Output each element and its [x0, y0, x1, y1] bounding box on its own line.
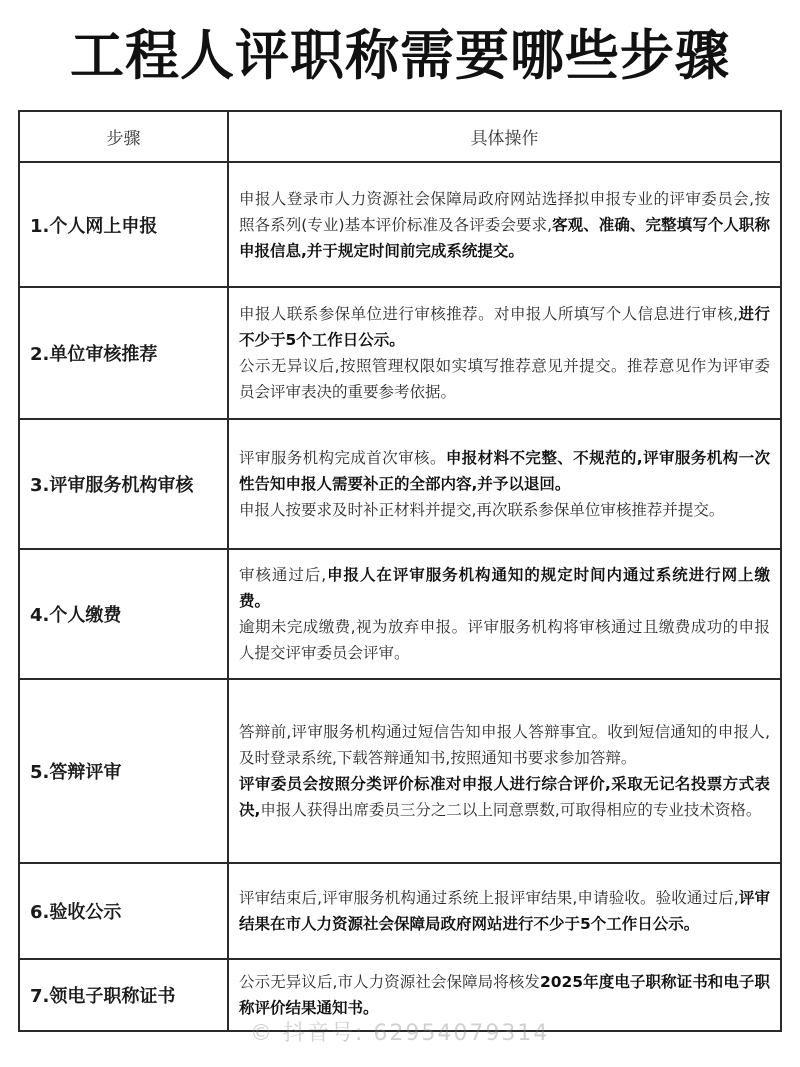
- watermark: © 抖音号: 62954079314: [250, 1021, 550, 1046]
- header-step: 步骤: [19, 111, 228, 162]
- step-label: 5.答辩评审: [19, 679, 228, 863]
- table-row: [19, 287, 781, 419]
- table-row: [19, 162, 781, 287]
- detail-text-bold: 申报材料不完整、不规范的,评审服务机构一次性告知申报人需要补正的全部内容,并予以退回。: [239, 449, 770, 493]
- step-detail: [228, 287, 781, 419]
- detail-paragraph: [239, 301, 770, 353]
- steps-table: [18, 110, 782, 1032]
- detail-text-bold: 申报人在评审服务机构通知的规定时间内通过系统进行网上缴费。: [239, 566, 770, 610]
- step-label: 4.个人缴费: [19, 549, 228, 679]
- step-detail: [228, 679, 781, 863]
- detail-text-bold: 评审委员会按照分类评价标准对申报人进行综合评价,采取无记名投票方式表决,: [239, 775, 770, 819]
- detail-text: 公示无异议后,按照管理权限如实填写推荐意见并提交。推荐意见作为评审委员会评审表决的重要参考依据。: [239, 357, 770, 401]
- detail-paragraph: [239, 771, 770, 823]
- detail-text: 申报人按要求及时补正材料并提交,再次联系参保单位审核推荐并提交。: [239, 501, 725, 519]
- step-label: 7.领电子职称证书: [19, 959, 228, 1031]
- detail-text-bold: 评审结果在市人力资源社会保障局政府网站进行不少于5个工作日公示。: [239, 889, 770, 933]
- detail-text: 评审服务机构完成首次审核。: [239, 449, 446, 467]
- detail-text: 申报人联系参保单位进行审核推荐。对申报人所填写个人信息进行审核,: [239, 305, 739, 323]
- detail-text: 审核通过后,: [239, 566, 327, 584]
- step-label: 3.评审服务机构审核: [19, 419, 228, 549]
- detail-paragraph: [239, 885, 770, 937]
- detail-text: 答辩前,评审服务机构通过短信告知申报人答辩事宜。收到短信通知的申报人,及时登录系统,下载答辩通知书,按照通知书要求参加答辩。: [239, 723, 770, 767]
- table-row: [19, 679, 781, 863]
- detail-text: 申报人获得出席委员三分之二以上同意票数,可取得相应的专业技术资格。: [260, 801, 762, 819]
- table-row: [19, 549, 781, 679]
- page-title: 工程人评职称需要哪些步骤: [70, 24, 730, 87]
- detail-paragraph: [239, 353, 770, 405]
- detail-paragraph: [239, 445, 770, 497]
- step-detail: [228, 162, 781, 287]
- detail-paragraph: [239, 969, 770, 1021]
- detail-paragraph: [239, 186, 770, 264]
- detail-paragraph: [239, 497, 770, 523]
- detail-text: 公示无异议后,市人力资源社会保障局将核发: [239, 973, 540, 991]
- header-detail: 具体操作: [228, 111, 781, 162]
- detail-paragraph: [239, 562, 770, 614]
- table-row: [19, 419, 781, 549]
- step-detail: [228, 549, 781, 679]
- detail-paragraph: [239, 614, 770, 666]
- step-label: 6.验收公示: [19, 863, 228, 959]
- detail-text: 逾期未完成缴费,视为放弃申报。评审服务机构将审核通过且缴费成功的申报人提交评审委员会评审。: [239, 618, 770, 662]
- step-detail: [228, 419, 781, 549]
- table-row: [19, 863, 781, 959]
- detail-text-bold: 客观、准确、完整填写个人职称申报信息,并于规定时间前完成系统提交。: [239, 215, 770, 260]
- step-label: 1.个人网上申报: [19, 162, 228, 287]
- detail-text: 评审结束后,评审服务机构通过系统上报评审结果,申请验收。验收通过后,: [239, 889, 739, 907]
- detail-text-bold: 进行不少于5个工作日公示。: [239, 305, 770, 349]
- step-detail: [228, 863, 781, 959]
- table-header-row: [19, 111, 781, 162]
- detail-text-bold: 2025年度电子职称证书和电子职称评价结果通知书。: [239, 973, 771, 1017]
- step-label: 2.单位审核推荐: [19, 287, 228, 419]
- detail-paragraph: [239, 719, 770, 771]
- detail-text: 申报人登录市人力资源社会保障局政府网站选择拟申报专业的评审委员会,按照各系列(专业)基本评价标准及各评委会要求,: [239, 189, 770, 234]
